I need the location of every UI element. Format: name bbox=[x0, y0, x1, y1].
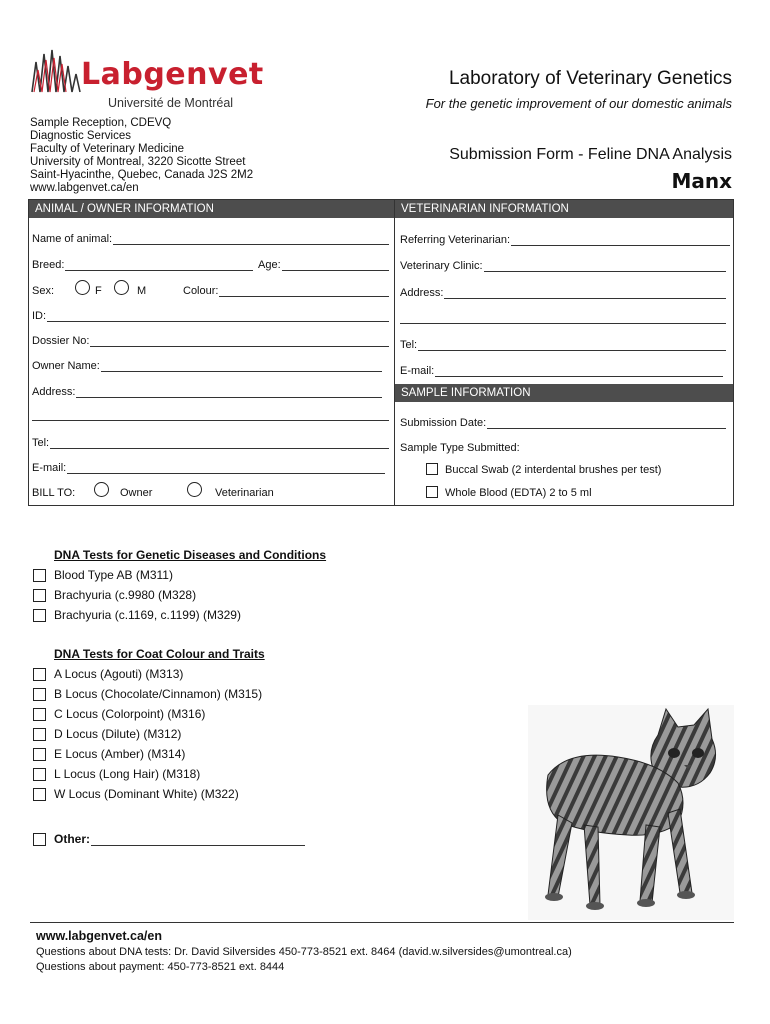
vet-tel-label: Tel: bbox=[400, 339, 418, 351]
footer-url[interactable]: www.labgenvet.ca/en bbox=[36, 929, 162, 943]
buccal-swab-label: Buccal Swab (2 interdental brushes per test) bbox=[445, 464, 662, 476]
footer-divider bbox=[30, 922, 734, 923]
vet-address-line-2[interactable] bbox=[400, 323, 726, 324]
lab-title: Laboratory of Veterinary Genetics bbox=[448, 68, 732, 89]
test-checkbox[interactable] bbox=[33, 708, 46, 721]
vet-address-field[interactable] bbox=[400, 287, 726, 299]
test-label: A Locus (Agouti) (M313) bbox=[54, 667, 184, 681]
owner-tel-field[interactable] bbox=[32, 437, 389, 449]
vet-email-field[interactable] bbox=[400, 365, 723, 377]
dossier-field[interactable] bbox=[32, 335, 389, 347]
test-option[interactable] bbox=[33, 585, 241, 605]
vet-info-header: VETERINARIAN INFORMATION bbox=[395, 200, 733, 218]
test-option[interactable] bbox=[33, 704, 262, 724]
bill-vet-label: Veterinarian bbox=[215, 487, 274, 499]
vet-address-label: Address: bbox=[400, 287, 444, 299]
test-checkbox[interactable] bbox=[33, 688, 46, 701]
breed-label: Breed: bbox=[32, 259, 65, 271]
owner-address-line-2[interactable] bbox=[32, 420, 389, 421]
vet-tel-field[interactable] bbox=[400, 339, 726, 351]
id-field[interactable] bbox=[32, 310, 389, 322]
sex-male-label: M bbox=[137, 285, 147, 297]
referring-vet-field[interactable] bbox=[400, 234, 730, 246]
animal-name-field[interactable] bbox=[32, 233, 389, 245]
test-option[interactable] bbox=[33, 684, 262, 704]
bill-vet-radio[interactable] bbox=[187, 482, 202, 497]
whole-blood-label: Whole Blood (EDTA) 2 to 5 ml bbox=[445, 487, 592, 499]
sex-label: Sex: bbox=[32, 285, 55, 297]
test-label: C Locus (Colorpoint) (M316) bbox=[54, 707, 206, 721]
animal-owner-header: ANIMAL / OWNER INFORMATION bbox=[29, 200, 394, 218]
test-label: L Locus (Long Hair) (M318) bbox=[54, 767, 201, 781]
test-option[interactable] bbox=[33, 565, 241, 585]
test-label: E Locus (Amber) (M314) bbox=[54, 747, 186, 761]
address-line: www.labgenvet.ca/en bbox=[30, 182, 139, 194]
bill-to-label: BILL TO: bbox=[32, 487, 76, 499]
owner-name-label: Owner Name: bbox=[32, 360, 100, 372]
buccal-swab-checkbox[interactable] bbox=[426, 463, 438, 475]
submission-date-label: Submission Date: bbox=[400, 417, 487, 429]
test-label: B Locus (Chocolate/Cinnamon) (M315) bbox=[54, 687, 263, 701]
breed-field[interactable] bbox=[32, 259, 253, 271]
test-label: Blood Type AB (M311) bbox=[54, 568, 173, 582]
breed-title: Manx bbox=[671, 169, 732, 193]
test-checkbox[interactable] bbox=[33, 589, 46, 602]
test-label: W Locus (Dominant White) (M322) bbox=[54, 787, 239, 801]
test-checkbox[interactable] bbox=[33, 668, 46, 681]
address-line: Saint-Hyacinthe, Quebec, Canada J2S 2M2 bbox=[30, 169, 254, 181]
test-checkbox[interactable] bbox=[33, 788, 46, 801]
bill-owner-radio[interactable] bbox=[94, 482, 109, 497]
owner-email-field[interactable] bbox=[32, 462, 385, 474]
university-name: Université de Montréal bbox=[108, 96, 234, 110]
coat-tests-list bbox=[33, 664, 262, 804]
test-checkbox[interactable] bbox=[33, 768, 46, 781]
id-label: ID: bbox=[32, 310, 47, 322]
owner-email-label: E-mail: bbox=[32, 462, 67, 474]
footer-dna-questions: Questions about DNA tests: Dr. David Silversides 450-773-8521 ext. 8464 (david.w.silversides@umontreal.ca) bbox=[36, 946, 572, 958]
dna-peaks-logo-icon bbox=[30, 48, 82, 94]
animal-name-label: Name of animal: bbox=[32, 233, 113, 245]
lab-address bbox=[30, 117, 253, 195]
owner-tel-label: Tel: bbox=[32, 437, 50, 449]
test-option[interactable] bbox=[33, 784, 262, 804]
column-divider bbox=[394, 199, 395, 506]
referring-vet-label: Referring Veterinarian: bbox=[400, 234, 511, 246]
vet-clinic-label: Veterinary Clinic: bbox=[400, 260, 483, 272]
test-option[interactable] bbox=[33, 664, 262, 684]
footer-payment-questions: Questions about payment: 450-773-8521 ext. 8444 bbox=[36, 961, 285, 973]
address-line: University of Montreal, 3220 Sicotte Street bbox=[30, 156, 246, 168]
other-field[interactable] bbox=[54, 832, 305, 846]
test-option[interactable] bbox=[33, 605, 241, 625]
address-line: Sample Reception, CDEVQ bbox=[30, 117, 172, 129]
test-option[interactable] bbox=[33, 724, 262, 744]
bill-owner-label: Owner bbox=[120, 487, 153, 499]
colour-field[interactable] bbox=[183, 285, 389, 297]
sample-info-header: SAMPLE INFORMATION bbox=[395, 384, 733, 402]
lab-subtitle: For the genetic improvement of our domestic animals bbox=[425, 96, 732, 111]
sex-male-radio[interactable] bbox=[114, 280, 129, 295]
submission-date-field[interactable] bbox=[400, 417, 726, 429]
disease-tests-list bbox=[33, 565, 241, 625]
test-checkbox[interactable] bbox=[33, 569, 46, 582]
owner-address-label: Address: bbox=[32, 386, 76, 398]
form-title: Submission Form - Feline DNA Analysis bbox=[449, 146, 732, 163]
test-option[interactable] bbox=[33, 764, 262, 784]
age-field[interactable] bbox=[258, 259, 389, 271]
manx-cat-icon bbox=[528, 705, 734, 920]
dossier-label: Dossier No: bbox=[32, 335, 90, 347]
vet-email-label: E-mail: bbox=[400, 365, 435, 377]
other-label: Other: bbox=[54, 832, 90, 846]
coat-tests-heading: DNA Tests for Coat Colour and Traits bbox=[54, 647, 265, 661]
test-label: Brachyuria (c.9980 (M328) bbox=[54, 588, 197, 602]
sex-female-radio[interactable] bbox=[75, 280, 90, 295]
test-checkbox[interactable] bbox=[33, 748, 46, 761]
other-checkbox[interactable] bbox=[33, 833, 46, 846]
test-checkbox[interactable] bbox=[33, 728, 46, 741]
sex-female-label: F bbox=[95, 285, 102, 297]
age-label: Age: bbox=[258, 259, 281, 271]
address-line: Faculty of Veterinary Medicine bbox=[30, 143, 185, 155]
owner-name-field[interactable] bbox=[32, 360, 382, 372]
vet-clinic-field[interactable] bbox=[400, 260, 726, 272]
address-line: Diagnostic Services bbox=[30, 130, 131, 142]
test-checkbox[interactable] bbox=[33, 609, 46, 622]
colour-label: Colour: bbox=[183, 285, 219, 297]
test-label: D Locus (Dilute) (M312) bbox=[54, 727, 182, 741]
logo-wordmark: Labgenvet bbox=[81, 57, 264, 92]
test-label: Brachyuria (c.1169, c.1199) (M329) bbox=[54, 608, 241, 622]
sample-type-label: Sample Type Submitted: bbox=[400, 442, 520, 454]
owner-address-field[interactable] bbox=[32, 386, 382, 398]
whole-blood-checkbox[interactable] bbox=[426, 486, 438, 498]
test-option[interactable] bbox=[33, 744, 262, 764]
disease-tests-heading: DNA Tests for Genetic Diseases and Conditions bbox=[54, 548, 327, 562]
